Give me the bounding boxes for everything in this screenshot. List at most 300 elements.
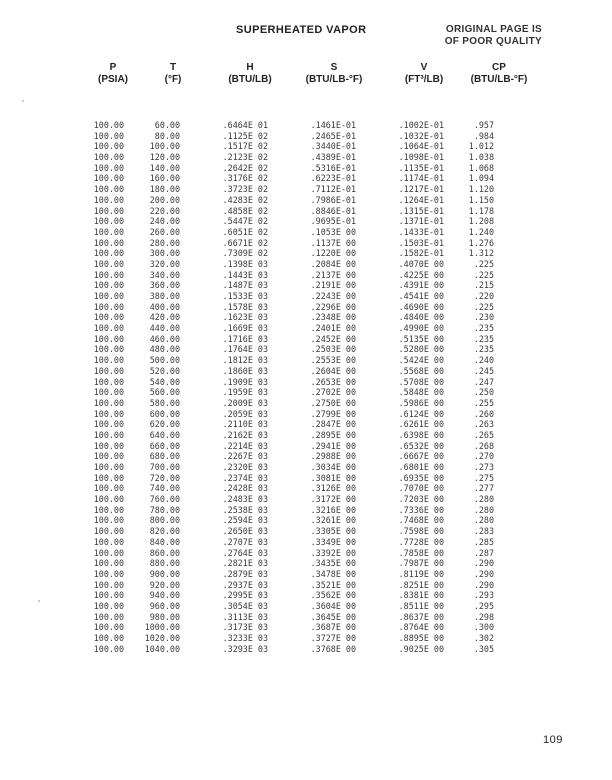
column-symbol: H	[246, 62, 254, 73]
column-headers	[84, 62, 544, 92]
cell-h: .2428E 03	[222, 483, 268, 494]
cell-cp: .263	[473, 419, 494, 430]
cell-s: .3216E 00	[310, 504, 356, 515]
cell-p: 100.00	[93, 237, 124, 248]
column-header-h	[210, 62, 290, 86]
cell-h: .2879E 03	[222, 568, 268, 579]
cell-s: .8846E-01	[310, 205, 356, 216]
table-row	[82, 537, 522, 548]
cell-p: 100.00	[93, 387, 124, 398]
cell-cp: .245	[473, 365, 494, 376]
cell-p: 100.00	[93, 590, 124, 601]
cell-h: .1487E 03	[222, 280, 268, 291]
cell-s: .3727E 00	[310, 633, 356, 643]
cell-h: .2707E 03	[222, 536, 268, 547]
scan-speck	[22, 100, 24, 102]
column-symbol: S	[330, 62, 338, 73]
cell-h: .1669E 03	[222, 323, 268, 334]
cell-t: 220.00	[149, 205, 180, 216]
cell-v: .7070E 00	[398, 483, 444, 494]
table-row	[82, 173, 522, 184]
cell-cp: .240	[473, 355, 494, 366]
cell-p: 100.00	[93, 451, 124, 462]
table-row	[82, 633, 522, 644]
cell-s: .5316E-01	[310, 162, 356, 173]
cell-t: 780.00	[149, 504, 180, 515]
table-row	[82, 270, 522, 281]
cell-s: .3034E 00	[310, 462, 356, 472]
table-row	[82, 398, 522, 409]
table-row	[82, 526, 522, 537]
cell-cp: 1.240	[468, 226, 494, 237]
cell-v: .6801E 00	[398, 462, 444, 472]
table-row	[82, 644, 522, 655]
cell-t: 580.00	[149, 397, 180, 408]
cell-p: 100.00	[93, 130, 124, 141]
cell-v: .9025E 00	[398, 643, 444, 654]
cell-v: .1098E-01	[398, 152, 444, 163]
cell-cp: .255	[473, 397, 494, 408]
column-unit: (PSIA)	[98, 74, 128, 85]
cell-v: .4225E 00	[398, 269, 444, 280]
column-unit: (BTU/LB)	[228, 74, 272, 85]
cell-cp: .283	[473, 526, 494, 537]
column-unit: (FT³/LB)	[404, 74, 444, 85]
cell-s: .3435E 00	[310, 558, 356, 569]
cell-h: .2059E 03	[222, 408, 268, 419]
cell-cp: 1.150	[468, 194, 494, 205]
cell-p: 100.00	[93, 408, 124, 419]
cell-p: 100.00	[93, 323, 124, 334]
cell-v: .4990E 00	[398, 323, 444, 334]
cell-cp: .225	[473, 258, 494, 269]
cell-t: 60.00	[154, 120, 180, 130]
cell-cp: 1.276	[468, 237, 494, 248]
cell-p: 100.00	[93, 216, 124, 227]
table-row	[82, 141, 522, 152]
cell-v: .7203E 00	[398, 494, 444, 505]
table-row	[82, 259, 522, 270]
cell-v: .6261E 00	[398, 419, 444, 430]
cell-t: 340.00	[149, 269, 180, 280]
cell-t: 200.00	[149, 194, 180, 205]
cell-s: .3604E 00	[310, 600, 356, 611]
cell-h: .6671E 02	[222, 237, 268, 248]
cell-v: .1064E-01	[398, 141, 444, 152]
cell-s: .1053E 00	[310, 226, 356, 237]
cell-s: .2243E 00	[310, 291, 356, 301]
cell-h: .5447E 02	[222, 216, 268, 227]
cell-h: .1909E 03	[222, 376, 268, 387]
cell-t: 860.00	[149, 547, 180, 558]
cell-s: .1137E 00	[310, 237, 356, 248]
cell-h: .1716E 03	[222, 333, 268, 344]
table-row	[82, 163, 522, 174]
cell-p: 100.00	[93, 205, 124, 216]
cell-cp: 1.094	[468, 173, 494, 184]
cell-t: 240.00	[149, 216, 180, 227]
cell-v: .8895E 00	[398, 633, 444, 643]
cell-cp: .220	[473, 291, 494, 301]
cell-t: 800.00	[149, 515, 180, 526]
cell-t: 820.00	[149, 526, 180, 537]
cell-p: 100.00	[93, 194, 124, 205]
cell-h: .2937E 03	[222, 579, 268, 590]
cell-v: .5848E 00	[398, 387, 444, 398]
cell-p: 100.00	[93, 280, 124, 291]
table-row	[82, 152, 522, 163]
cell-p: 100.00	[93, 633, 124, 643]
cell-h: .2764E 03	[222, 547, 268, 558]
table-row	[82, 451, 522, 462]
cell-s: .3392E 00	[310, 547, 356, 558]
cell-h: .1398E 03	[222, 258, 268, 269]
cell-h: .1860E 03	[222, 365, 268, 376]
cell-cp: .280	[473, 504, 494, 515]
cell-v: .1002E-01	[398, 120, 444, 130]
cell-p: 100.00	[93, 397, 124, 408]
column-symbol: V	[420, 62, 428, 73]
table-row	[82, 312, 522, 323]
cell-s: .3687E 00	[310, 622, 356, 633]
cell-h: .1443E 03	[222, 269, 268, 280]
cell-cp: .260	[473, 408, 494, 419]
cell-s: .2191E 00	[310, 280, 356, 291]
cell-cp: .225	[473, 269, 494, 280]
cell-t: 180.00	[149, 184, 180, 195]
cell-v: .8637E 00	[398, 611, 444, 622]
cell-s: .1461E-01	[310, 120, 356, 130]
column-header-cp	[454, 62, 544, 86]
cell-s: .2348E 00	[310, 312, 356, 323]
cell-v: .8764E 00	[398, 622, 444, 633]
cell-s: .3562E 00	[310, 590, 356, 601]
cell-h: .2374E 03	[222, 472, 268, 483]
cell-v: .4070E 00	[398, 258, 444, 269]
cell-h: .1623E 03	[222, 312, 268, 323]
cell-t: 540.00	[149, 376, 180, 387]
table-row	[82, 441, 522, 452]
cell-v: .6532E 00	[398, 440, 444, 451]
cell-h: .2995E 03	[222, 590, 268, 601]
cell-s: .2847E 00	[310, 419, 356, 430]
cell-t: 320.00	[149, 258, 180, 269]
cell-v: .1264E-01	[398, 194, 444, 205]
cell-cp: .250	[473, 387, 494, 398]
cell-v: .7468E 00	[398, 515, 444, 526]
cell-h: .4283E 02	[222, 194, 268, 205]
cell-t: 260.00	[149, 226, 180, 237]
cell-t: 500.00	[149, 355, 180, 366]
cell-p: 100.00	[93, 376, 124, 387]
cell-cp: .287	[473, 547, 494, 558]
cell-p: 100.00	[93, 184, 124, 195]
cell-h: .2162E 03	[222, 429, 268, 440]
cell-s: .2452E 00	[310, 333, 356, 344]
cell-p: 100.00	[93, 462, 124, 472]
cell-t: 300.00	[149, 248, 180, 259]
cell-cp: .957	[473, 120, 494, 130]
cell-s: .6223E-01	[310, 173, 356, 184]
table-row	[82, 569, 522, 580]
cell-v: .1217E-01	[398, 184, 444, 195]
table-row	[82, 131, 522, 142]
cell-t: 760.00	[149, 494, 180, 505]
cell-h: .2123E 02	[222, 152, 268, 163]
table-row	[82, 195, 522, 206]
cell-p: 100.00	[93, 558, 124, 569]
cell-cp: 1.208	[468, 216, 494, 227]
cell-p: 100.00	[93, 312, 124, 323]
cell-cp: .290	[473, 558, 494, 569]
cell-p: 100.00	[93, 269, 124, 280]
table-row	[82, 590, 522, 601]
cell-s: .3172E 00	[310, 494, 356, 505]
table-row	[82, 302, 522, 313]
cell-h: .1959E 03	[222, 387, 268, 398]
column-header-s	[284, 62, 384, 86]
cell-h: .1517E 02	[222, 141, 268, 152]
table-row	[82, 280, 522, 291]
table-row	[82, 355, 522, 366]
cell-t: 380.00	[149, 291, 180, 301]
cell-p: 100.00	[93, 355, 124, 366]
cell-cp: .305	[473, 643, 494, 654]
cell-v: .5280E 00	[398, 344, 444, 355]
cell-s: .9695E-01	[310, 216, 356, 227]
cell-h: .2320E 03	[222, 462, 268, 472]
cell-s: .3645E 00	[310, 611, 356, 622]
cell-v: .1503E-01	[398, 237, 444, 248]
cell-v: .6667E 00	[398, 451, 444, 462]
cell-s: .4389E-01	[310, 152, 356, 163]
column-unit: (°F)	[164, 74, 182, 85]
cell-h: .1578E 03	[222, 301, 268, 312]
cell-h: .2483E 03	[222, 494, 268, 505]
cell-cp: .280	[473, 494, 494, 505]
cell-h: .2650E 03	[222, 526, 268, 537]
cell-t: 140.00	[149, 162, 180, 173]
cell-s: .1220E 00	[310, 248, 356, 259]
table-row	[82, 601, 522, 612]
cell-h: .3054E 03	[222, 600, 268, 611]
cell-cp: .984	[473, 130, 494, 141]
column-unit: (BTU/LB-°F)	[470, 74, 528, 85]
table-row	[82, 366, 522, 377]
table-row	[82, 612, 522, 623]
cell-v: .7728E 00	[398, 536, 444, 547]
cell-p: 100.00	[93, 547, 124, 558]
cell-v: .7987E 00	[398, 558, 444, 569]
column-symbol: T	[169, 62, 177, 73]
cell-cp: .275	[473, 472, 494, 483]
page-number: 109	[543, 734, 563, 746]
cell-h: .1812E 03	[222, 355, 268, 366]
cell-s: .3126E 00	[310, 483, 356, 494]
cell-t: 100.00	[149, 141, 180, 152]
cell-h: .2821E 03	[222, 558, 268, 569]
cell-p: 100.00	[93, 333, 124, 344]
cell-cp: .235	[473, 344, 494, 355]
cell-cp: .265	[473, 429, 494, 440]
cell-v: .7858E 00	[398, 547, 444, 558]
table-row	[82, 483, 522, 494]
cell-p: 100.00	[93, 515, 124, 526]
table-row	[82, 515, 522, 526]
column-symbol: P	[109, 62, 117, 73]
table-row	[82, 377, 522, 388]
cell-p: 100.00	[93, 152, 124, 163]
cell-s: .3521E 00	[310, 579, 356, 590]
cell-t: 440.00	[149, 323, 180, 334]
cell-t: 80.00	[154, 130, 180, 141]
cell-t: 280.00	[149, 237, 180, 248]
cell-p: 100.00	[93, 173, 124, 184]
cell-t: 900.00	[149, 568, 180, 579]
cell-s: .2941E 00	[310, 440, 356, 451]
cell-p: 100.00	[93, 162, 124, 173]
column-header-v	[384, 62, 464, 86]
table-row	[82, 409, 522, 420]
cell-t: 1020.00	[144, 633, 180, 643]
cell-p: 100.00	[93, 504, 124, 515]
cell-p: 100.00	[93, 483, 124, 494]
table-row	[82, 462, 522, 473]
table-row	[82, 344, 522, 355]
cell-v: .5568E 00	[398, 365, 444, 376]
cell-p: 100.00	[93, 301, 124, 312]
cell-cp: .290	[473, 568, 494, 579]
cell-s: .2895E 00	[310, 429, 356, 440]
cell-t: 660.00	[149, 440, 180, 451]
cell-p: 100.00	[93, 526, 124, 537]
table-row	[82, 206, 522, 217]
cell-p: 100.00	[93, 536, 124, 547]
cell-cp: .290	[473, 579, 494, 590]
cell-t: 420.00	[149, 312, 180, 323]
cell-cp: .225	[473, 301, 494, 312]
cell-t: 520.00	[149, 365, 180, 376]
cell-s: .2750E 00	[310, 397, 356, 408]
cell-t: 740.00	[149, 483, 180, 494]
cell-t: 840.00	[149, 536, 180, 547]
cell-t: 680.00	[149, 451, 180, 462]
cell-t: 160.00	[149, 173, 180, 184]
cell-h: .2110E 03	[222, 419, 268, 430]
cell-v: .7598E 00	[398, 526, 444, 537]
column-unit: (BTU/LB-°F)	[305, 74, 363, 85]
cell-h: .3176E 02	[222, 173, 268, 184]
table-row	[82, 216, 522, 227]
cell-cp: .277	[473, 483, 494, 494]
property-table	[82, 120, 522, 654]
cell-p: 100.00	[93, 429, 124, 440]
cell-cp: 1.068	[468, 162, 494, 173]
cell-p: 100.00	[93, 141, 124, 152]
cell-v: .1032E-01	[398, 130, 444, 141]
table-row	[82, 548, 522, 559]
cell-p: 100.00	[93, 440, 124, 451]
cell-t: 720.00	[149, 472, 180, 483]
cell-v: .4840E 00	[398, 312, 444, 323]
cell-v: .1135E-01	[398, 162, 444, 173]
table-row	[82, 238, 522, 249]
cell-v: .5424E 00	[398, 355, 444, 366]
cell-t: 940.00	[149, 590, 180, 601]
cell-t: 600.00	[149, 408, 180, 419]
cell-p: 100.00	[93, 622, 124, 633]
cell-p: 100.00	[93, 248, 124, 259]
cell-cp: 1.312	[468, 248, 494, 259]
cell-cp: 1.038	[468, 152, 494, 163]
cell-t: 920.00	[149, 579, 180, 590]
cell-v: .1433E-01	[398, 226, 444, 237]
cell-v: .5135E 00	[398, 333, 444, 344]
cell-p: 100.00	[93, 472, 124, 483]
column-header-p	[88, 62, 138, 86]
cell-s: .2799E 00	[310, 408, 356, 419]
cell-cp: .295	[473, 600, 494, 611]
cell-p: 100.00	[93, 419, 124, 430]
cell-h: .1125E 02	[222, 130, 268, 141]
cell-h: .2594E 03	[222, 515, 268, 526]
cell-v: .4541E 00	[398, 291, 444, 301]
cell-h: .3723E 02	[222, 184, 268, 195]
table-row	[82, 622, 522, 633]
cell-s: .3349E 00	[310, 536, 356, 547]
table-row	[82, 473, 522, 484]
cell-cp: 1.120	[468, 184, 494, 195]
cell-h: .2214E 03	[222, 440, 268, 451]
table-row	[82, 505, 522, 516]
cell-s: .2553E 00	[310, 355, 356, 366]
cell-t: 880.00	[149, 558, 180, 569]
cell-v: .1174E-01	[398, 173, 444, 184]
cell-h: .4858E 02	[222, 205, 268, 216]
cell-h: .6051E 02	[222, 226, 268, 237]
cell-t: 120.00	[149, 152, 180, 163]
cell-t: 640.00	[149, 429, 180, 440]
cell-cp: .273	[473, 462, 494, 472]
cell-t: 360.00	[149, 280, 180, 291]
cell-cp: .247	[473, 376, 494, 387]
cell-h: .3113E 03	[222, 611, 268, 622]
scan-speck	[38, 600, 40, 602]
cell-t: 400.00	[149, 301, 180, 312]
cell-s: .2296E 00	[310, 301, 356, 312]
cell-h: .2267E 03	[222, 451, 268, 462]
table-row	[82, 227, 522, 238]
cell-cp: .230	[473, 312, 494, 323]
cell-p: 100.00	[93, 365, 124, 376]
cell-s: .2988E 00	[310, 451, 356, 462]
cell-p: 100.00	[93, 568, 124, 579]
cell-t: 480.00	[149, 344, 180, 355]
cell-v: .6124E 00	[398, 408, 444, 419]
cell-v: .5986E 00	[398, 397, 444, 408]
cell-v: .4690E 00	[398, 301, 444, 312]
table-row	[82, 323, 522, 334]
cell-h: .2009E 03	[222, 397, 268, 408]
cell-h: .3173E 03	[222, 622, 268, 633]
table-row	[82, 580, 522, 591]
cell-v: .4391E 00	[398, 280, 444, 291]
cell-cp: 1.012	[468, 141, 494, 152]
column-header-t	[148, 62, 198, 86]
cell-v: .8381E 00	[398, 590, 444, 601]
cell-p: 100.00	[93, 600, 124, 611]
table-row	[82, 430, 522, 441]
